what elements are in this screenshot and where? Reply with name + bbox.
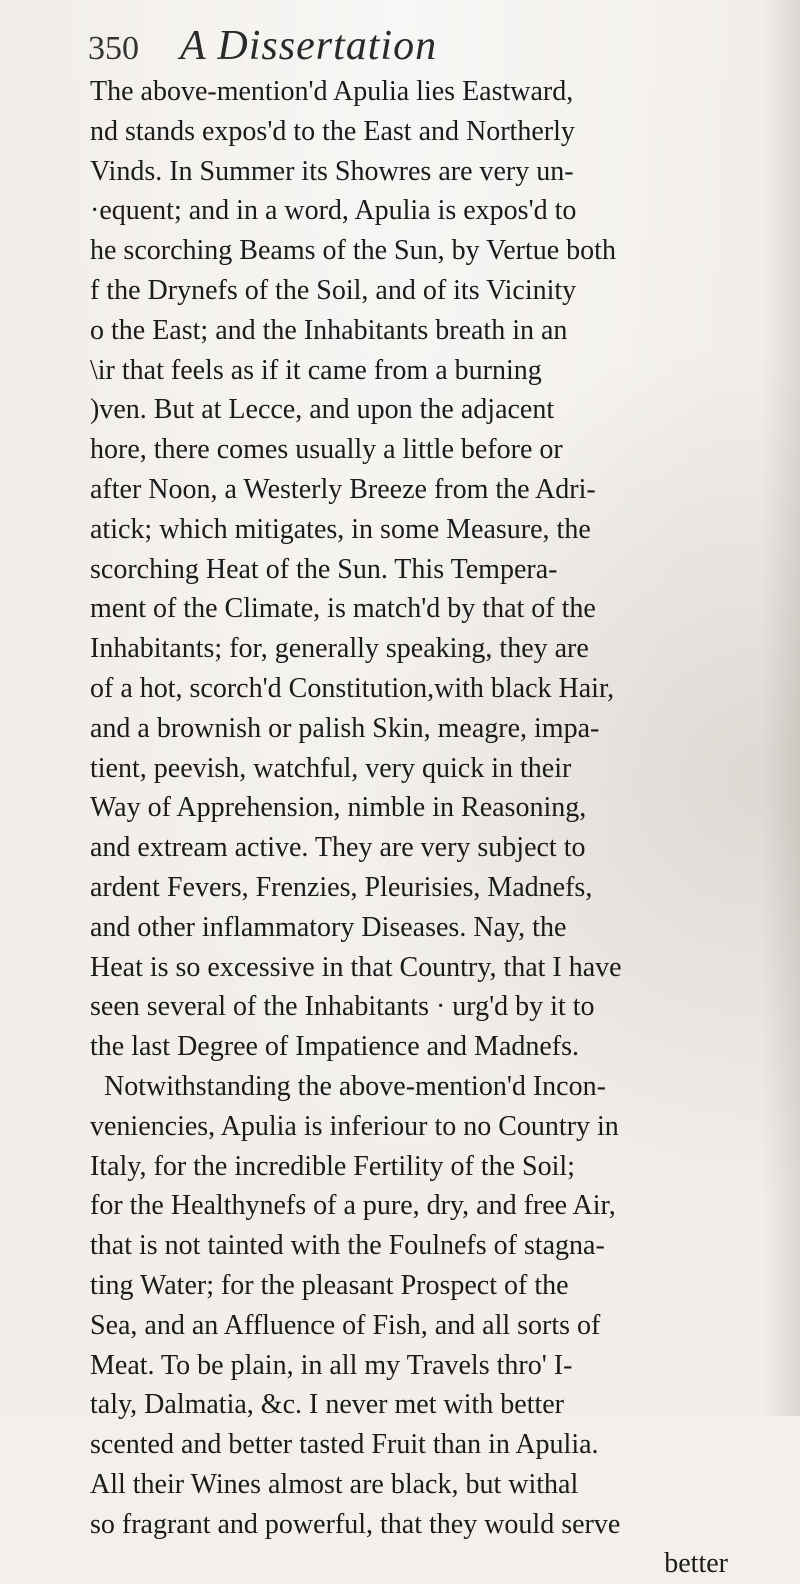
page-number: 350 — [88, 30, 139, 67]
text-line: Italy, for the incredible Fertility of the Soil; — [90, 1150, 575, 1182]
text-line: )ven. But at Lecce, and upon the adjacent — [90, 394, 555, 426]
text-line: and other inflammatory Diseases. Nay, the — [90, 911, 567, 943]
text-line: ting Water; for the pleasant Prospect of the — [90, 1269, 569, 1301]
text-line: that is not tainted with the Foulnefs of stagna- — [90, 1230, 605, 1262]
text-line: ·equent; and in a word, Apulia is expos'd to — [90, 195, 577, 227]
text-line: All their Wines almost are black, but withal — [90, 1468, 579, 1500]
text-line: taly, Dalmatia, &c. I never met with better — [90, 1389, 565, 1421]
text-line: atick; which mitigates, in some Measure, the — [90, 513, 591, 545]
text-line: Vinds. In Summer its Showres are very un- — [90, 155, 574, 187]
text-line: ment of the Climate, is match'd by that of the — [90, 593, 596, 625]
text-line: scented and better tasted Fruit than in Apulia. — [90, 1429, 599, 1461]
text-line: after Noon, a Westerly Breeze from the Adri- — [90, 473, 596, 505]
text-line: tient, peevish, watchful, very quick in their — [90, 752, 572, 784]
text-line: Inhabitants; for, generally speaking, they are — [90, 633, 589, 665]
text-line: and extream active. They are very subject to — [90, 832, 586, 864]
text-line: seen several of the Inhabitants · urg'd by it to — [90, 991, 595, 1023]
text-line: The above-mention'd Apulia lies Eastward, — [90, 76, 574, 107]
text-line: of a hot, scorch'd Constitution,with black Hair, — [90, 672, 615, 704]
text-line: Sea, and an Affluence of Fish, and all sorts of — [90, 1309, 601, 1341]
text-line: Way of Apprehension, nimble in Reasoning, — [90, 792, 587, 824]
text-line: hore, there comes usually a little before or — [90, 434, 563, 466]
text-line: nd stands expos'd to the East and Northerly — [90, 115, 575, 147]
running-title: A Dissertation — [180, 23, 438, 69]
text-line: scorching Heat of the Sun. This Tempera- — [90, 553, 558, 585]
page-header — [70, 14, 670, 74]
text-line: he scorching Beams of the Sun, by Vertue both — [90, 235, 616, 267]
text-line: and a brownish or palish Skin, meagre, impa- — [90, 712, 600, 744]
text-line: Heat is so excessive in that Country, that I have — [90, 951, 622, 983]
body-text — [90, 72, 750, 1584]
text-line: f the Drynefs of the Soil, and of its Vicinity — [90, 274, 577, 306]
text-line: veniencies, Apulia is inferiour to no Country in — [90, 1110, 619, 1142]
text-line: for the Healthynefs of a pure, dry, and free Air, — [90, 1190, 616, 1222]
text-line: o the East; and the Inhabitants breath in an — [90, 314, 568, 346]
text-line: the last Degree of Impatience and Madnefs. — [90, 1031, 580, 1063]
text-line: Notwithstanding the above-mention'd Incon- — [104, 1070, 606, 1102]
catchword: better — [664, 1548, 728, 1580]
text-line: \ir that feels as if it came from a burning — [90, 354, 542, 386]
page-edge-shadow — [762, 0, 800, 1416]
text-line: so fragrant and powerful, that they would serve — [90, 1508, 621, 1540]
text-line: Meat. To be plain, in all my Travels thro' I- — [90, 1349, 573, 1381]
text-line: ardent Fevers, Frenzies, Pleurisies, Madnefs, — [90, 871, 593, 903]
